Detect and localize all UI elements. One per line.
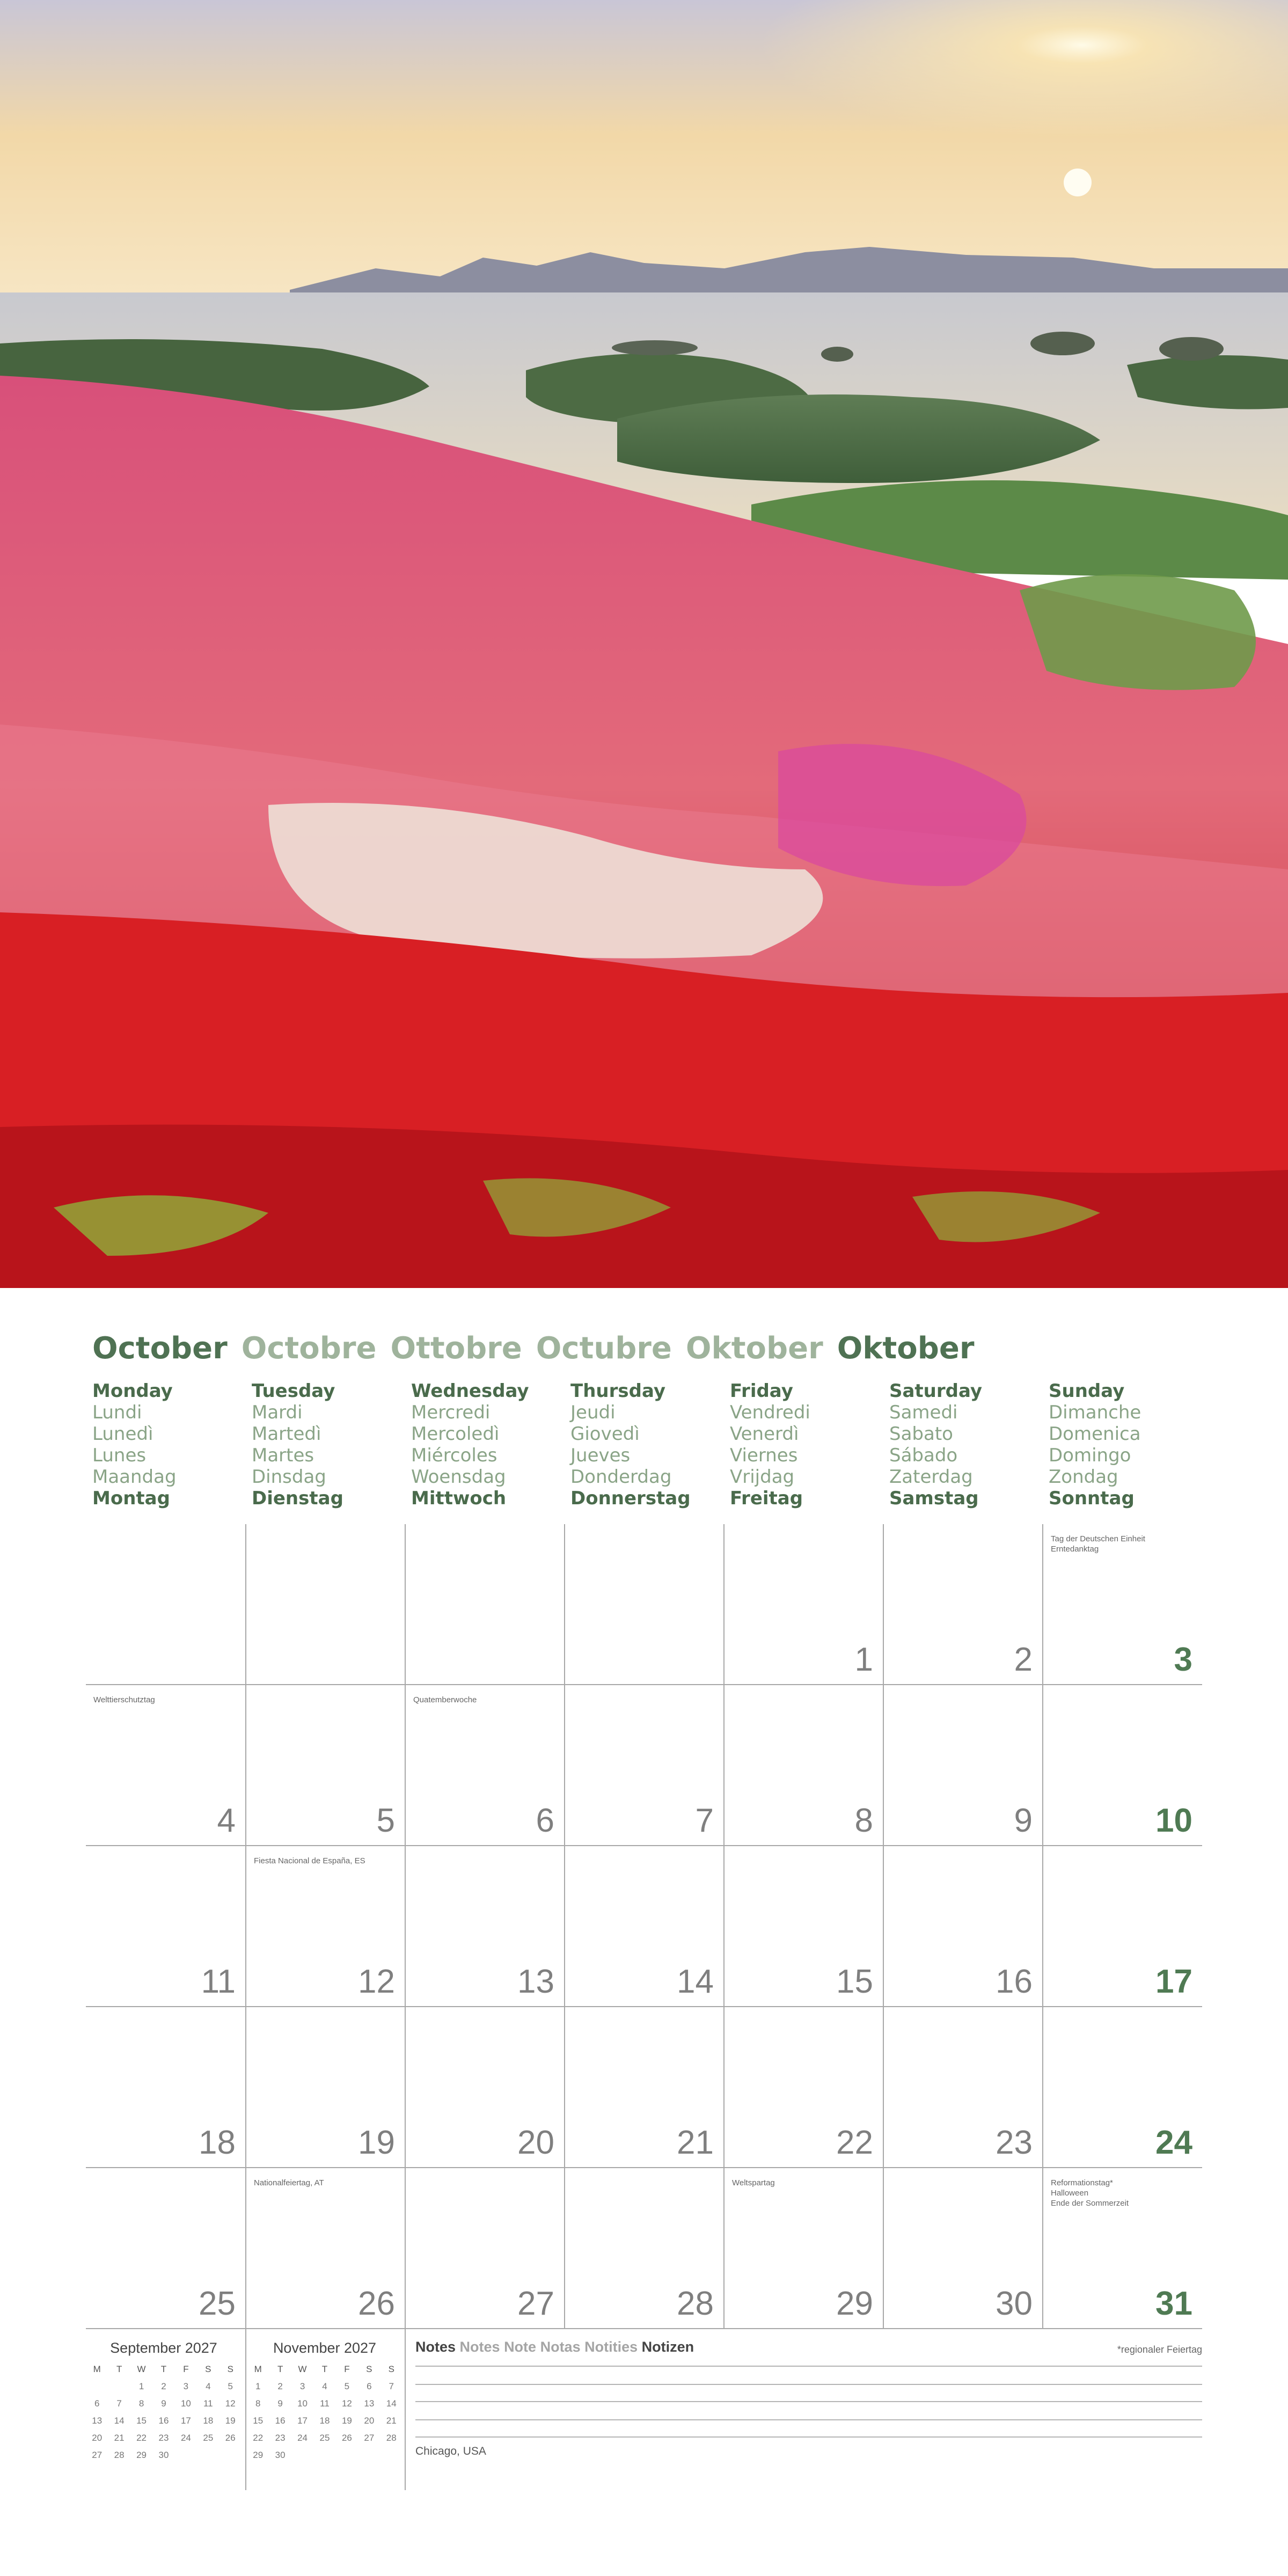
mini-calendar-weekday: S [366, 2364, 372, 2374]
mini-calendar-day: 22 [253, 2433, 264, 2443]
mini-calendar-day: 26 [341, 2433, 352, 2443]
mini-calendar-day: 19 [225, 2416, 236, 2426]
holiday-label: Welttierschutztag [93, 1695, 155, 1704]
day-number: 13 [517, 1963, 554, 2000]
weekday-name: Friday [730, 1380, 793, 1402]
day-number: 2 [1014, 1641, 1033, 1678]
weekday-name: Jueves [570, 1445, 631, 1466]
day-cell[interactable] [1042, 2007, 1202, 2168]
weekday-name: Donderdag [570, 1466, 672, 1488]
mini-calendar-day: 21 [386, 2416, 397, 2426]
mini-calendar-day: 29 [136, 2450, 147, 2460]
mini-calendar-day: 14 [386, 2398, 397, 2409]
holiday-label: Weltspartag [732, 2178, 775, 2187]
mini-calendar-day: 4 [322, 2381, 327, 2391]
day-number: 3 [1174, 1641, 1192, 1678]
weekday-name: Samstag [889, 1488, 979, 1509]
month-name: Oktober [685, 1331, 823, 1366]
mini-calendar-day: 5 [344, 2381, 350, 2391]
mini-calendar-day: 28 [114, 2450, 125, 2460]
mini-calendar-day: 9 [277, 2398, 283, 2409]
mini-calendar-day: 13 [92, 2416, 103, 2426]
weekday-column [92, 1380, 177, 1509]
weekday-name: Sabato [889, 1423, 953, 1445]
mini-calendar-day [108, 2378, 130, 2395]
day-cell[interactable] [564, 1524, 723, 1685]
day-cell[interactable] [405, 2007, 564, 2168]
month-name: October [92, 1331, 228, 1366]
day-cell[interactable] [564, 1846, 723, 2007]
day-number: 21 [677, 2124, 714, 2161]
divider [405, 2329, 406, 2490]
mini-calendar-day: 26 [225, 2433, 236, 2443]
mini-calendar-day: 7 [116, 2398, 122, 2409]
day-cell[interactable] [883, 1685, 1042, 1846]
notes-heading [415, 2339, 694, 2355]
mini-calendar-weekday: F [183, 2364, 189, 2374]
weekday-name: Dinsdag [252, 1466, 326, 1488]
weekday-name: Vrijdag [730, 1466, 795, 1488]
mini-calendar-day: 22 [136, 2433, 147, 2443]
weekday-name: Venerdì [730, 1423, 799, 1445]
month-name: Octobre [241, 1331, 377, 1366]
mini-calendar-november [247, 2340, 402, 2464]
mini-calendar-day: 23 [158, 2433, 169, 2443]
mini-calendar-weekday: T [321, 2364, 328, 2374]
weekday-name: Domingo [1049, 1445, 1131, 1466]
weekday-name: Sunday [1049, 1380, 1125, 1402]
month-title [92, 1331, 988, 1374]
mini-calendar-day: 13 [364, 2398, 375, 2409]
weekday-name: Thursday [570, 1380, 666, 1402]
divider [245, 2329, 246, 2490]
weekday-name: Samedi [889, 1402, 958, 1423]
month-name: Ottobre [390, 1331, 522, 1366]
mini-calendar-day: 30 [275, 2450, 286, 2460]
weekday-name: Sonntag [1049, 1488, 1135, 1509]
day-cell[interactable] [883, 1524, 1042, 1685]
mini-calendar-day: 18 [319, 2416, 330, 2426]
holiday-label: Tag der Deutschen Einheit Erntedanktag [1051, 1534, 1145, 1554]
day-cell[interactable] [405, 1846, 564, 2007]
day-cell[interactable] [564, 2007, 723, 2168]
day-number: 11 [201, 1963, 236, 2000]
weekday-name: Dienstag [252, 1488, 343, 1509]
day-number: 16 [996, 1963, 1033, 2000]
day-number: 19 [358, 2124, 395, 2161]
mini-calendar-title: November 2027 [273, 2340, 377, 2356]
mini-calendar-weekday: M [93, 2364, 101, 2374]
holiday-label: Quatemberwoche [413, 1695, 477, 1704]
weekday-name: Mercredi [411, 1402, 491, 1423]
day-cell[interactable] [405, 1685, 564, 1846]
mini-calendar-day [291, 2447, 313, 2464]
weekday-column [570, 1380, 691, 1509]
day-cell[interactable] [86, 1685, 245, 1846]
day-number: 30 [996, 2285, 1033, 2322]
weekday-column [1049, 1380, 1141, 1509]
day-cell[interactable] [86, 1524, 245, 1685]
weekday-column [252, 1380, 343, 1509]
day-cell[interactable] [86, 1846, 245, 2007]
weekday-name: Maandag [92, 1466, 177, 1488]
bottom-section [86, 2329, 1202, 2490]
day-number: 20 [517, 2124, 554, 2161]
day-number: 22 [836, 2124, 873, 2161]
day-cell[interactable] [564, 1685, 723, 1846]
day-cell[interactable] [1042, 1685, 1202, 1846]
notes-label: Notas [540, 2339, 581, 2355]
weekday-name: Zondag [1049, 1466, 1118, 1488]
month-name: Octubre [536, 1331, 672, 1366]
mini-calendar-weekday: S [227, 2364, 233, 2374]
weekday-column [730, 1380, 810, 1509]
day-cell[interactable] [245, 2168, 405, 2329]
day-cell[interactable] [723, 1846, 883, 2007]
weekday-name: Zaterdag [889, 1466, 973, 1488]
regional-holiday-note: *regionaler Feiertag [1117, 2344, 1202, 2355]
weekday-name: Mercoledì [411, 1423, 500, 1445]
mini-calendar-day: 24 [297, 2433, 308, 2443]
mini-calendar-day: 15 [253, 2416, 264, 2426]
weekday-name: Martedì [252, 1423, 321, 1445]
mini-calendar-weekday: W [137, 2364, 146, 2374]
day-cell[interactable] [245, 2007, 405, 2168]
weekday-name: Dimanche [1049, 1402, 1141, 1423]
day-cell[interactable] [245, 1846, 405, 2007]
mini-calendar-day: 2 [277, 2381, 283, 2391]
mini-calendar-day [219, 2447, 241, 2464]
day-cell[interactable] [883, 2007, 1042, 2168]
day-number: 7 [695, 1802, 714, 1839]
mini-calendar-day: 16 [158, 2416, 169, 2426]
mini-calendar-day: 7 [389, 2381, 394, 2391]
mini-calendar-day: 27 [92, 2450, 103, 2460]
weekday-name: Lunedì [92, 1423, 153, 1445]
mini-calendar-day: 10 [180, 2398, 191, 2409]
mini-calendar-day: 1 [138, 2381, 144, 2391]
weekday-name: Viernes [730, 1445, 798, 1466]
mini-calendar-weekday: W [298, 2364, 307, 2374]
notes-line [415, 2436, 1202, 2438]
mini-calendar-day: 11 [203, 2398, 213, 2409]
day-cell[interactable] [245, 1685, 405, 1846]
mini-calendar-day: 28 [386, 2433, 397, 2443]
day-number: 8 [854, 1802, 873, 1839]
mini-calendar-day: 23 [275, 2433, 286, 2443]
mini-calendar-day: 20 [92, 2433, 103, 2443]
notes-label: Notities [584, 2339, 638, 2355]
day-number: 28 [677, 2285, 714, 2322]
day-cell[interactable] [405, 1524, 564, 1685]
mini-calendar-day: 4 [206, 2381, 211, 2391]
day-number: 14 [677, 1963, 714, 2000]
weekday-name: Vendredi [730, 1402, 810, 1423]
mini-calendar-day [175, 2447, 197, 2464]
mini-calendar-day: 6 [367, 2381, 372, 2391]
day-number: 18 [199, 2124, 236, 2161]
weekday-name: Lundi [92, 1402, 142, 1423]
weekday-name: Sábado [889, 1445, 958, 1466]
mini-calendar-day [197, 2447, 219, 2464]
day-cell[interactable] [245, 1524, 405, 1685]
weekday-name: Miércoles [411, 1445, 497, 1466]
weekday-name: Tuesday [252, 1380, 335, 1402]
day-cell[interactable] [883, 1846, 1042, 2007]
mini-calendar-weekday: T [160, 2364, 167, 2374]
mini-calendar-day: 19 [341, 2416, 352, 2426]
day-number: 10 [1155, 1802, 1192, 1839]
day-cell[interactable] [86, 2168, 245, 2329]
mini-calendar-day: 21 [114, 2433, 125, 2443]
weekday-name: Mardi [252, 1402, 303, 1423]
mini-calendar-day: 6 [94, 2398, 100, 2409]
mini-calendar-weekday: S [388, 2364, 394, 2374]
holiday-label: Nationalfeiertag, AT [254, 2178, 324, 2187]
day-number: 24 [1155, 2124, 1192, 2161]
weekday-name: Freitag [730, 1488, 803, 1509]
day-cell[interactable] [723, 1524, 883, 1685]
mini-calendar-weekday: T [277, 2364, 283, 2374]
mini-calendar-day: 17 [180, 2416, 191, 2426]
mini-calendar-day [336, 2447, 358, 2464]
notes-line [415, 2384, 1202, 2385]
mini-calendar-day: 9 [161, 2398, 166, 2409]
mini-calendar-day: 8 [255, 2398, 261, 2409]
day-number: 1 [854, 1641, 873, 1678]
mini-calendar-day: 2 [161, 2381, 166, 2391]
day-number: 29 [836, 2285, 873, 2322]
weekday-name: Mittwoch [411, 1488, 507, 1509]
day-number: 5 [376, 1802, 395, 1839]
notes-label: Note [504, 2339, 537, 2355]
day-cell[interactable] [1042, 2168, 1202, 2329]
weekday-name: Montag [92, 1488, 170, 1509]
day-number: 25 [199, 2285, 236, 2322]
mini-calendar-day: 12 [341, 2398, 352, 2409]
mini-calendar-day: 10 [297, 2398, 308, 2409]
weekday-name: Jeudi [570, 1402, 616, 1423]
mini-calendar-day: 29 [253, 2450, 264, 2460]
mini-calendar-day: 3 [299, 2381, 305, 2391]
day-cell[interactable] [883, 2168, 1042, 2329]
mini-calendar-day: 27 [364, 2433, 375, 2443]
mini-calendar-day: 8 [138, 2398, 144, 2409]
mini-calendar-day: 30 [158, 2450, 169, 2460]
mini-calendar-day: 25 [203, 2433, 214, 2443]
day-cell[interactable] [1042, 1524, 1202, 1685]
notes-line [415, 2366, 1202, 2367]
day-number: 23 [996, 2124, 1033, 2161]
day-cell[interactable] [405, 2168, 564, 2329]
mini-calendar-day: 5 [228, 2381, 233, 2391]
day-cell[interactable] [723, 2168, 883, 2329]
notes-line [415, 2401, 1202, 2402]
day-number: 31 [1155, 2285, 1192, 2322]
mini-calendar-day: 11 [320, 2398, 330, 2409]
day-grid [86, 1524, 1202, 2329]
weekday-name: Saturday [889, 1380, 983, 1402]
holiday-label: Fiesta Nacional de España, ES [254, 1856, 365, 1865]
weekday-column [411, 1380, 529, 1509]
day-number: 27 [517, 2285, 554, 2322]
mini-calendar-weekday: T [116, 2364, 122, 2374]
mini-calendar-day: 3 [183, 2381, 189, 2391]
mini-calendar-title: September 2027 [110, 2340, 217, 2356]
day-number: 26 [358, 2285, 395, 2322]
weekday-column [889, 1380, 982, 1509]
month-name: Oktober [837, 1331, 975, 1366]
weekday-name: Woensdag [411, 1466, 506, 1488]
day-number: 15 [836, 1963, 873, 2000]
day-number: 17 [1155, 1963, 1192, 2000]
weekday-name: Martes [252, 1445, 314, 1466]
mini-calendar-day: 20 [364, 2416, 375, 2426]
weekday-name: Lunes [92, 1445, 147, 1466]
weekday-name: Giovedì [570, 1423, 640, 1445]
mini-calendar-day: 18 [203, 2416, 214, 2426]
weekday-name: Domenica [1049, 1423, 1141, 1445]
notes-label: Notes [415, 2339, 456, 2355]
day-cell[interactable] [1042, 1846, 1202, 2007]
mini-calendar-day [380, 2447, 402, 2464]
holiday-label: Reformationstag* Halloween Ende der Sommerzeit [1051, 2178, 1129, 2208]
weekday-name: Donnerstag [570, 1488, 691, 1509]
mini-calendar-weekday: F [344, 2364, 350, 2374]
mini-calendar-day: 16 [275, 2416, 286, 2426]
mini-calendar-day: 24 [180, 2433, 191, 2443]
notes-label: Notes [459, 2339, 500, 2355]
mini-calendar-september [86, 2340, 241, 2464]
photo-caption: Chicago, USA [415, 2445, 486, 2457]
mini-calendar-day: 15 [136, 2416, 147, 2426]
mini-calendar-day: 12 [225, 2398, 236, 2409]
day-number: 9 [1014, 1802, 1033, 1839]
mini-calendar-weekday: M [254, 2364, 262, 2374]
day-cell[interactable] [564, 2168, 723, 2329]
mini-calendar-day [313, 2447, 335, 2464]
mini-calendar-day: 25 [319, 2433, 330, 2443]
weekday-name: Monday [92, 1380, 173, 1402]
day-number: 6 [536, 1802, 554, 1839]
day-number: 12 [358, 1963, 395, 2000]
day-cell[interactable] [86, 2007, 245, 2168]
mini-calendar-day [358, 2447, 380, 2464]
weekday-name: Wednesday [411, 1380, 529, 1402]
notes-label: Notizen [641, 2339, 694, 2355]
day-cell[interactable] [723, 2007, 883, 2168]
day-cell[interactable] [723, 1685, 883, 1846]
mini-calendar-weekday: S [205, 2364, 211, 2374]
notes-line [415, 2419, 1202, 2420]
mini-calendar-day [86, 2378, 108, 2395]
mini-calendar-day: 17 [297, 2416, 308, 2426]
day-number: 4 [217, 1802, 236, 1839]
mini-calendar-day: 1 [255, 2381, 261, 2391]
mini-calendar-day: 14 [114, 2416, 125, 2426]
